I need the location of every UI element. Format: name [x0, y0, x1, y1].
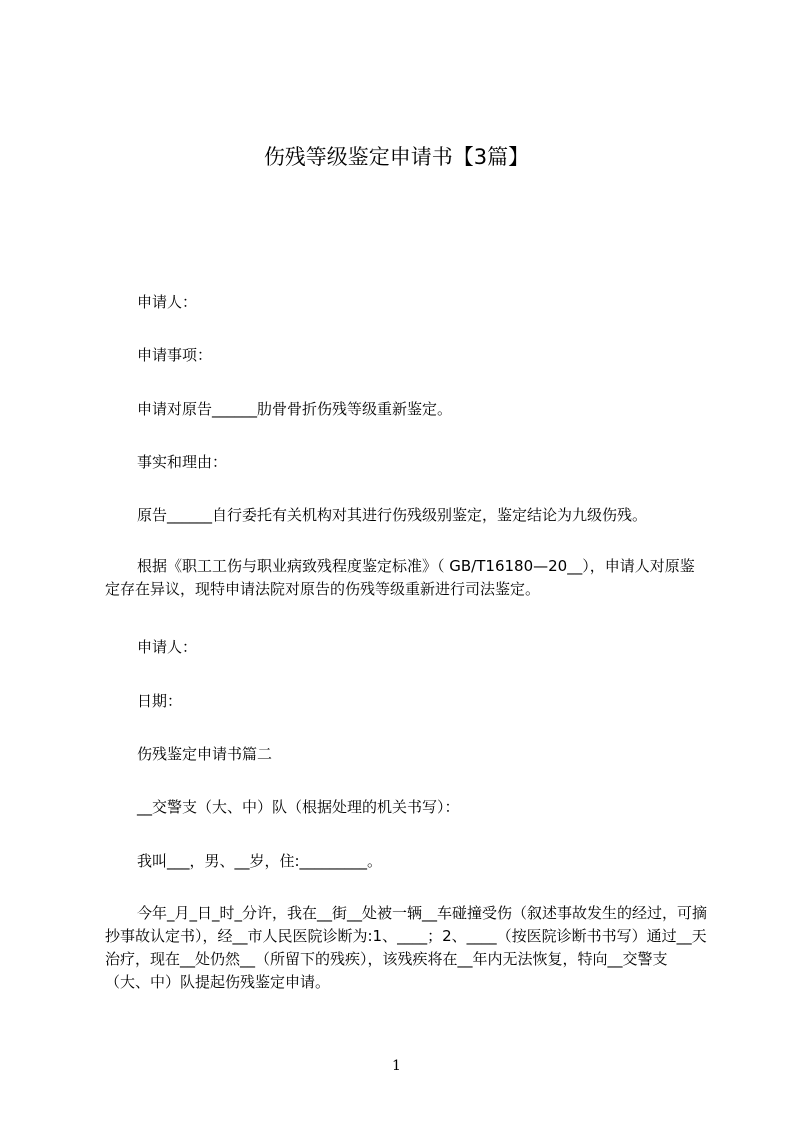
paragraph-self-intro: 我叫___，男、__岁，住:_________。	[137, 852, 383, 870]
paragraph-applicant: 申请人：	[137, 293, 198, 311]
paragraph-date: 日期：	[137, 692, 183, 710]
paragraph-facts-heading: 事实和理由：	[137, 453, 228, 471]
section-heading-part-two: 伤残鉴定申请书篇二	[137, 745, 273, 763]
page-number: 1	[392, 1058, 401, 1074]
paragraph-basis: 根据《职工工伤与职业病致残程度鉴定标准》（ GB/T16180—20__），申请人对原鉴定存在异议，现特申请法院对原告的伤残等级重新进行司法鉴定。	[105, 557, 695, 598]
paragraph-applicant-sign: 申请人：	[137, 638, 198, 656]
paragraph-request: 申请对原告______肋骨骨折伤残等级重新鉴定。	[137, 400, 453, 418]
paragraph-incident: 今年_月_日_时_分许，我在__街__处被一辆__车碰撞受伤（叙述事故发生的经过，可摘抄事故认定书），经__市人民医院诊断为:1、____；2、____（按医院诊断书书写）通过__天治疗，现在__处仍然__（所留下的残疾），该残疾将在__年内无法恢复，特向__交警支（大、中）队提起伤残鉴定申请。	[105, 904, 708, 991]
paragraph-request-items: 申请事项：	[137, 346, 213, 364]
document-title: 伤残等级鉴定申请书【3篇】	[263, 145, 530, 169]
paragraph-addressee: __交警支（大、中）队（根据处理的机关书写）：	[137, 798, 460, 816]
paragraph-facts: 原告______自行委托有关机构对其进行伤残级别鉴定，鉴定结论为九级伤残。	[137, 506, 648, 524]
